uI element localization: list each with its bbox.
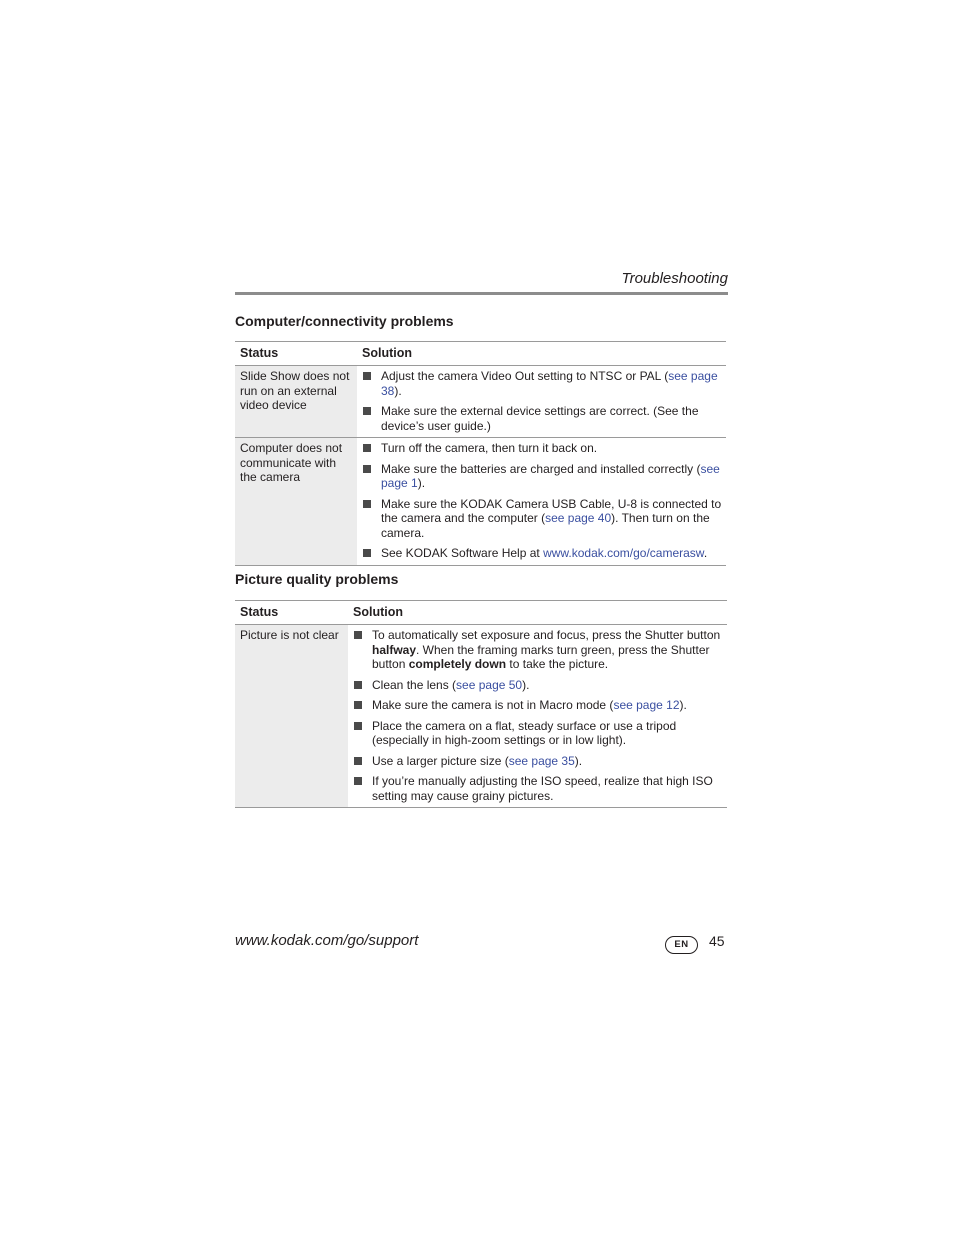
square-bullet-icon xyxy=(363,465,371,473)
solution-cell xyxy=(357,438,726,566)
cross-reference-link[interactable]: see page 35 xyxy=(508,753,575,768)
status-cell: Computer does not communicate with the camera xyxy=(235,438,357,566)
header-rule xyxy=(235,292,728,295)
cross-reference-link[interactable]: see page 50 xyxy=(456,677,523,692)
cross-reference-link[interactable]: www.kodak.com/go/camerasw xyxy=(543,546,704,560)
square-bullet-icon xyxy=(354,777,362,785)
cross-reference-link[interactable]: see page 12 xyxy=(613,698,680,712)
solution-list xyxy=(361,441,722,561)
square-bullet-icon xyxy=(354,701,362,709)
square-bullet-icon xyxy=(354,631,362,639)
cross-reference-link[interactable]: see page 1 xyxy=(381,461,720,490)
language-badge: EN xyxy=(665,936,698,954)
connectivity-table xyxy=(235,341,726,566)
cross-reference-link[interactable]: see page 40 xyxy=(545,511,612,525)
solution-list xyxy=(361,369,722,433)
solution-column-header: Solution xyxy=(357,342,726,366)
solution-list xyxy=(352,628,723,803)
page-number: 45 xyxy=(709,933,725,949)
list-item: Make sure the external device settings are correct. (See the device’s user guide.) xyxy=(361,404,722,433)
square-bullet-icon xyxy=(363,549,371,557)
square-bullet-icon xyxy=(363,444,371,452)
status-column-header: Status xyxy=(235,601,348,625)
solution-cell xyxy=(357,366,726,438)
table-row xyxy=(235,438,726,566)
list-item: If you’re manually adjusting the ISO speed, realize that high ISO setting may cause grainy pictures. xyxy=(352,774,723,803)
status-cell: Slide Show does not run on an external video device xyxy=(235,366,357,438)
solution-cell xyxy=(348,625,727,808)
square-bullet-icon xyxy=(354,722,362,730)
list-item: To automatically set exposure and focus, press the Shutter button halfway. When the framing marks turn green, press the Shutter button completely down to take the picture. xyxy=(352,628,723,672)
bold-emphasis: completely down xyxy=(408,657,507,671)
list-item: See KODAK Software Help at www.kodak.com/go/camerasw. xyxy=(361,546,722,561)
table-row xyxy=(235,366,726,438)
square-bullet-icon xyxy=(363,372,371,380)
list-item: Place the camera on a flat, steady surface or use a tripod (especially in high-zoom settings or in low light). xyxy=(352,719,723,748)
list-item: Clean the lens (see page 50). xyxy=(352,678,723,693)
status-column-header: Status xyxy=(235,342,357,366)
square-bullet-icon xyxy=(354,681,362,689)
picture-quality-table xyxy=(235,600,727,808)
square-bullet-icon xyxy=(363,500,371,508)
bold-emphasis: halfway xyxy=(372,642,417,657)
square-bullet-icon xyxy=(354,757,362,765)
list-item: Make sure the camera is not in Macro mode (see page 12). xyxy=(352,698,723,713)
footer-url[interactable]: www.kodak.com/go/support xyxy=(235,932,419,949)
list-item: Adjust the camera Video Out setting to NTSC or PAL (see page 38). xyxy=(361,369,722,398)
section-heading-picture-quality: Picture quality problems xyxy=(235,571,399,587)
list-item: Make sure the batteries are charged and installed correctly (see page 1). xyxy=(361,462,722,491)
cross-reference-link[interactable]: see page 38 xyxy=(381,369,718,398)
section-heading-connectivity: Computer/connectivity problems xyxy=(235,313,454,329)
list-item: Use a larger picture size (see page 35). xyxy=(352,754,723,769)
list-item: Make sure the KODAK Camera USB Cable, U-8 is connected to the camera and the computer (see page 40). Then turn on the camera. xyxy=(361,497,722,541)
solution-column-header: Solution xyxy=(348,601,727,625)
list-item: Turn off the camera, then turn it back on. xyxy=(361,441,722,456)
table-row xyxy=(235,625,727,808)
status-cell: Picture is not clear xyxy=(235,625,348,808)
square-bullet-icon xyxy=(363,407,371,415)
running-header: Troubleshooting xyxy=(621,270,728,287)
